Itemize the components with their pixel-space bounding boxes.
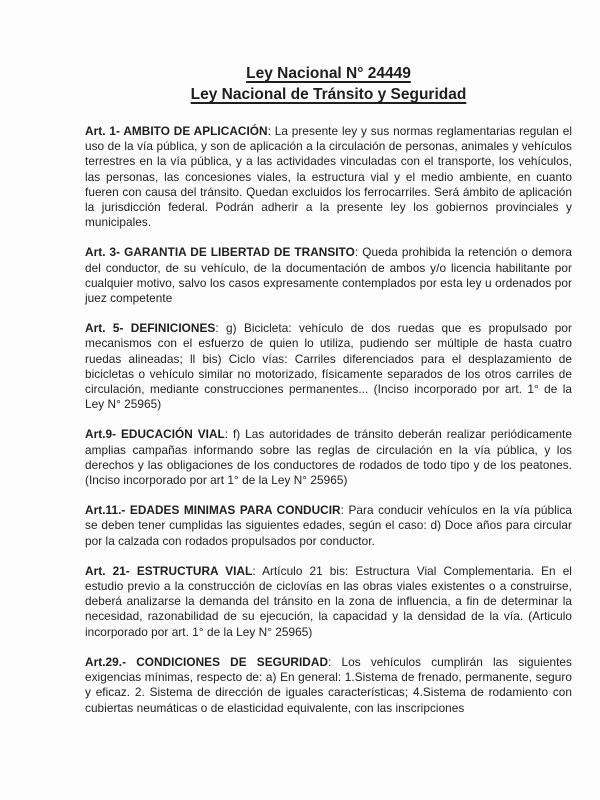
- article-5-paragraph: [85, 321, 572, 412]
- article-9-body: f) Las autoridades de tránsito deberán realizar periódicamente amplias campañas informando sobre las reglas de circulación en la vía pública, y los derechos y las obligaciones de los conductores de rodados de todo tipo y de los peatones. (Inciso incorporado por art 1° de la Ley N° 25965): [85, 427, 572, 488]
- article-9-heading: Art.9- EDUCACIÓN VIAL: [85, 427, 225, 442]
- title-line-1: Ley Nacional N° 24449: [246, 65, 411, 82]
- article-9-separator: :: [224, 427, 233, 442]
- article-21-body: Artículo 21 bis: Estructura Vial Complementaria. En el estudio previo a la construcción de ciclovías en las obras viales existentes o a construirse, deberá analizarse la demanda del tránsito en la zona de influencia, a fin de determinar la necesidad, razonabilidad de su ejecución, la capacidad y la densidad de la vía. (Articulo incorporado por art. 1° de la Ley N° 25965): [85, 563, 572, 639]
- article-1-heading: Art. 1- AMBITO DE APLICACIÓN: [85, 124, 268, 138]
- article-5-heading: Art. 5- DEFINICIONES: [85, 321, 216, 336]
- article-9-paragraph: [85, 427, 572, 488]
- article-11-body: Para conducir vehículos en la vía pública se deben tener cumplidas las siguientes edades, según el caso: d) Doce años para circular por la calzada con rodados propulsados por conductor.: [85, 503, 573, 548]
- article-5-separator: :: [215, 321, 226, 336]
- article-1-separator: :: [267, 124, 275, 138]
- article-1-paragraph: [85, 124, 572, 230]
- article-11-paragraph: [85, 503, 572, 549]
- article-29-heading: Art.29.- CONDICIONES DE SEGURIDAD: [85, 654, 329, 669]
- article-29-separator: :: [328, 654, 342, 669]
- article-21-heading: Art. 21- ESTRUCTURA VIAL: [85, 563, 253, 578]
- article-1-body: La presente ley y sus normas reglamentarias regulan el uso de la vía pública, y son de aplicación a la circulación de personas, animales y vehículos terrestres en la vía pública, y a las actividades vinculadas con el transporte, los vehículos, las personas, las concesiones viales, la estructura vial y el medio ambiente, en cuanto fueren con causa del tránsito. Quedan excluidos los ferrocarriles. Será ámbito de aplicación la jurisdicción federal. Podrán adherir a la presente ley los gobiernos provinciales y municipales.: [85, 124, 573, 230]
- article-11-heading: Art.11.- EDADES MINIMAS PARA CONDUCIR: [85, 503, 341, 518]
- article-29-body: Los vehículos cumplirán las siguientes exigencias mínimas, respecto de: a) En general: 1.Sistema de frenado, permanente, seguro y eficaz. 2. Sistema de dirección de iguales características; 4.Sistema de rodamiento con cubiertas neumáticas o de elasticidad equivalente, con las inscripciones: [85, 654, 572, 715]
- article-11-separator: :: [340, 503, 349, 518]
- article-5-body: g) Bicicleta: vehículo de dos ruedas que es propulsado por mecanismos con el esfuerzo de quien lo utiliza, pudiendo ser múltiple de hasta cuatro ruedas alineadas; ll bis) Ciclo vías: Carriles diferenciados para el desplazamiento de bicicletas o vehículo similar no motorizado, físicamente separados de los otros carriles de circulación, mediante construcciones permanentes... (Inciso incorporado por art. 1° de la Ley N° 25965): [85, 321, 573, 412]
- article-3-paragraph: [85, 245, 572, 306]
- document-title: [85, 63, 572, 105]
- article-29-paragraph: [85, 655, 572, 716]
- article-3-heading: Art. 3- GARANTIA DE LIBERTAD DE TRANSITO: [85, 245, 355, 260]
- article-21-separator: :: [252, 563, 263, 578]
- title-line-2: Ley Nacional de Tránsito y Seguridad: [190, 86, 467, 103]
- article-3-separator: :: [354, 245, 363, 260]
- article-21-paragraph: [85, 564, 572, 640]
- article-3-body: Queda prohibida la retención o demora del conductor, de su vehículo, de la documentación de ambos y/o licencia habilitante por cualquier motivo, salvo los casos expresamente contemplados por esta ley u ordenados por juez competente: [85, 245, 573, 306]
